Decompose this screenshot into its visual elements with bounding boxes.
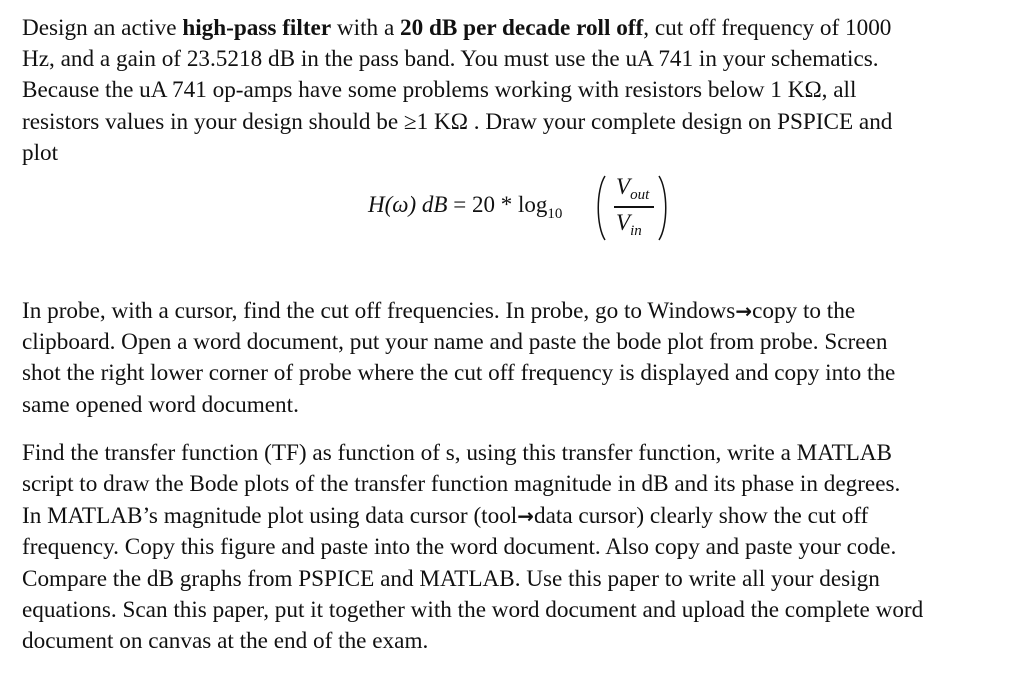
- fraction-bar: [614, 206, 654, 208]
- left-paren-icon: [594, 174, 608, 242]
- intro-line-3: Because the uA 741 op-amps have some problems working with resistors below 1 KΩ, all: [22, 77, 857, 104]
- intro-text: with a: [331, 15, 401, 41]
- intro-line-5: plot: [22, 139, 59, 166]
- filter-type-emphasis: high-pass filter: [182, 15, 332, 41]
- denominator-symbol: V: [616, 210, 631, 235]
- fraction-numerator: [616, 174, 650, 203]
- probe-text: In probe, with a cursor, find the cut off frequencies. In probe, go to Windows: [22, 298, 736, 324]
- intro-line-1: [22, 13, 1017, 44]
- probe-text: copy to the: [752, 298, 856, 324]
- matlab-line-4: frequency. Copy this figure and paste into the word document. Also copy and paste your code.: [22, 534, 897, 561]
- right-paren-icon: [656, 174, 670, 242]
- equation-lhs: [368, 192, 563, 222]
- equation-operator: = 20 * log: [447, 192, 548, 217]
- intro-text: , cut off frequency of 1000: [643, 15, 892, 41]
- matlab-line-1: Find the transfer function (TF) as function of s, using this transfer function, write a MATLAB: [22, 440, 893, 466]
- probe-line-2: clipboard. Open a word document, put your name and paste the bode plot from probe. Screen: [22, 329, 888, 356]
- probe-line-1: [22, 296, 1017, 327]
- log-base: 10: [547, 206, 563, 222]
- probe-instructions-paragraph: [22, 296, 1017, 421]
- equation-function: H(ω) dB: [368, 192, 448, 217]
- denominator-subscript: in: [630, 223, 642, 239]
- fraction-denominator: [616, 210, 642, 239]
- matlab-instructions-paragraph: [22, 438, 1017, 658]
- design-instructions-paragraph: [22, 13, 1017, 169]
- right-arrow-icon: →: [517, 503, 535, 528]
- gain-db-equation: [368, 172, 688, 244]
- probe-line-3: shot the right lower corner of probe where the cut off frequency is displayed and copy into the: [22, 360, 896, 387]
- right-arrow-icon: →: [735, 299, 753, 323]
- rolloff-emphasis: 20 dB per decade roll off: [400, 15, 644, 41]
- numerator-subscript: out: [630, 187, 650, 203]
- matlab-line-2: script to draw the Bode plots of the transfer function magnitude in dB and its phase in degrees.: [22, 471, 901, 498]
- matlab-text: data cursor) clearly show the cut off: [534, 502, 869, 529]
- numerator-symbol: V: [616, 174, 631, 199]
- intro-line-2: Hz, and a gain of 23.5218 dB in the pass band. You must use the uA 741 in your schematics.: [22, 46, 879, 73]
- matlab-line-7: document on canvas at the end of the exam.: [22, 628, 429, 655]
- probe-line-4: same opened word document.: [22, 391, 299, 418]
- intro-line-4: resistors values in your design should be ≥1 KΩ . Draw your complete design on PSPICE and: [22, 108, 893, 135]
- intro-text: Design an active: [22, 15, 183, 41]
- matlab-line-6: equations. Scan this paper, put it together with the word document and upload the complete word: [22, 597, 924, 624]
- matlab-line-5: Compare the dB graphs from PSPICE and MATLAB. Use this paper to write all your design: [22, 565, 880, 592]
- matlab-text: In MATLAB’s magnitude plot using data cursor (tool: [22, 502, 518, 529]
- voltage-ratio-fraction: [610, 174, 656, 242]
- matlab-line-3: [22, 501, 1017, 532]
